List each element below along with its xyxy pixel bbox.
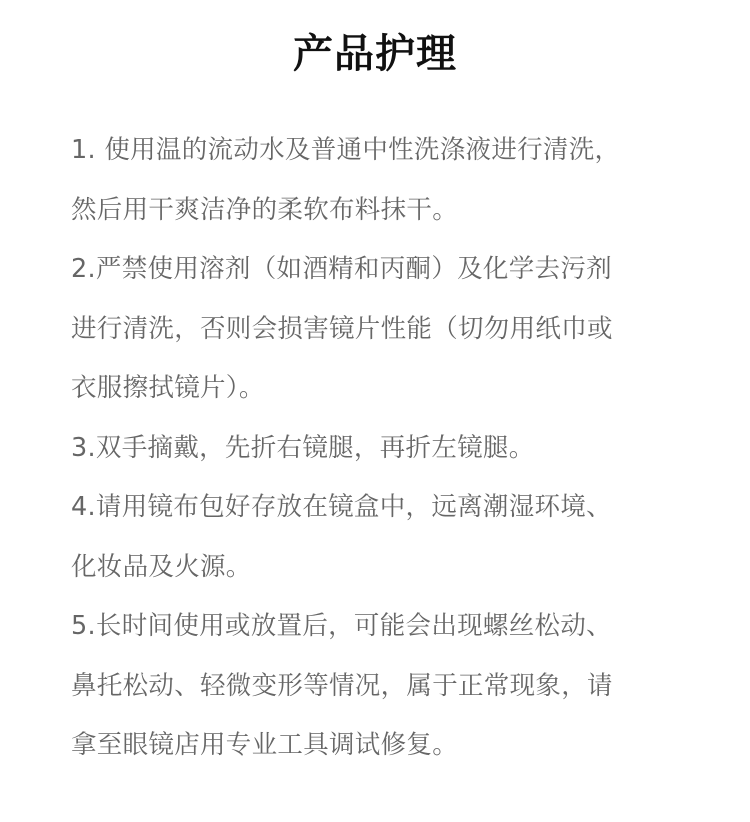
care-line: 拿至眼镜店用专业工具调试修复。 xyxy=(71,730,459,760)
care-instructions xyxy=(71,121,691,776)
care-line: 2.严禁使用溶剂（如酒精和丙酮）及化学去污剂 xyxy=(71,254,612,284)
care-line: 然后用干爽洁净的柔软布料抹干。 xyxy=(71,194,459,225)
care-line: 5.长时间使用或放置后，可能会出现螺丝松动、 xyxy=(71,611,612,641)
care-line: 4.请用镜布包好存放在镜盒中，远离潮湿环境、 xyxy=(71,492,612,522)
care-line: 3.双手摘戴，先折右镜腿，再折左镜腿。 xyxy=(71,432,535,463)
care-line: 进行清洗，否则会损害镜片性能（切勿用纸巾或 xyxy=(71,313,613,344)
care-line: 化妆品及火源。 xyxy=(71,551,252,582)
page-title: 产品护理 xyxy=(293,31,457,77)
care-line: 1. 使用温的流动水及普通中性洗涤液进行清洗， xyxy=(71,135,621,165)
care-line: 鼻托松动、轻微变形等情况，属于正常现象，请 xyxy=(71,670,613,701)
care-line: 衣服擦拭镜片）。 xyxy=(71,373,265,403)
